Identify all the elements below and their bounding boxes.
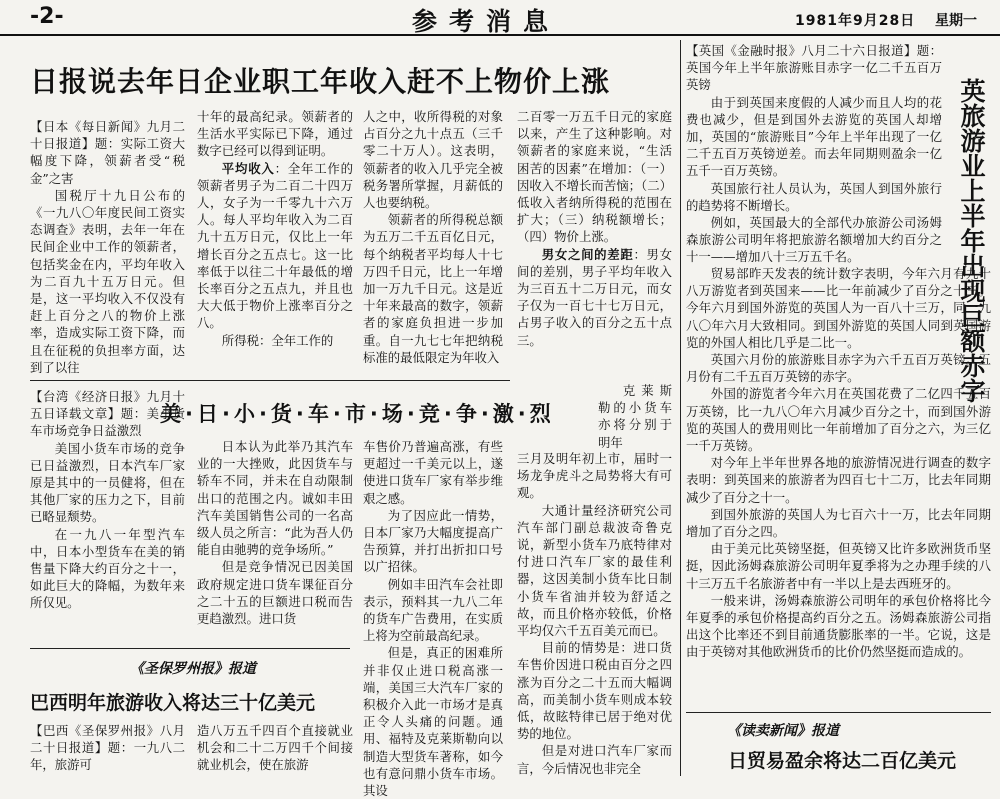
brazil-column-2 <box>197 722 353 774</box>
lead-words: 男女之间的差距 <box>541 246 634 262</box>
paragraph: 克莱斯勒的小货车亦将分别于明年 <box>598 383 672 450</box>
paragraph: 例如丰田汽车会社即表示，预料其一九八二年的货车广告费用，在实质上将为空前最高纪录。 <box>363 576 503 644</box>
japan-income-column-4 <box>517 108 672 349</box>
newspaper-name: 参考消息 <box>412 7 561 36</box>
uk-tourism-body-bottom <box>686 265 991 661</box>
headline-japan-trade: 日贸易盈余将达二百亿美元 <box>728 750 957 772</box>
article-source: 【英国《金融时报》八月二十六日报道】题：英国今年上半年旅游账目赤字一亿二千五百万英镑 <box>686 43 942 93</box>
paragraph: 美国小货车市场的竞争已日益激烈，日本汽车厂家原是其中的一员健将，但在其他厂家的压力之下，目前已略显颓势。 <box>30 440 185 525</box>
paragraph: 十年的最高纪录。领薪者的生活水平实际已下降，通过数字已经可以得到证明。 <box>197 109 353 159</box>
paragraph: 造八万五千四百个直接就业机会和二十二万四千个间接就业机会，使在旅游 <box>197 723 353 773</box>
paragraph: 车售价乃普遍高涨，有些更超过一千美元以上，遂使进口货车厂家有举步维艰之感。 <box>363 439 503 506</box>
issue-date: 1981年9月28日 <box>795 13 916 29</box>
paragraph: 人之中，收所得税的对象占百分之九十点五（三千零二十万人）。这表明，领薪者的收入几乎完全被税务署所掌握，月薪低的人也要纳税。 <box>363 109 503 211</box>
brazil-source-line: 《圣保罗州报》报道 <box>130 661 256 677</box>
paragraph: 到国外旅游的英国人为七百六十一万，比去年同期增加了百分之四。 <box>686 506 991 540</box>
page-number: -2- <box>30 4 64 29</box>
paragraph: 【巴西《圣保罗州报》八月二十日报道】题：一九八二年，旅游可 <box>30 723 185 773</box>
trucks-column-4 <box>517 450 672 777</box>
section-divider <box>686 712 991 713</box>
headline-trucks: 美·日·小·货·车·市·场·竞·争·激·烈 <box>160 402 555 426</box>
paragraph: 平均收入：全年工作的领薪者男子为二百二十四万人，女子为一千零九十六万人。每人平均年收入为二百九十五万日元，仅比上一年增长百分之五点七。这一比率低于以往二十年最低的增长率百分之五点九，并且也大大低于物价上涨率百分之八。 <box>197 160 354 331</box>
japan-income-column-1 <box>30 118 185 376</box>
paragraph: 男女之间的差距：男女间的差别，男子平均年收入为三百五十二万日元，而女子仅为一百七十七万日元，占男子收入的百分之五十点三。 <box>517 246 673 348</box>
paragraph: 一般来讲，汤姆森旅游公司明年的承包价格将比今年夏季的承包价格提高约百分之五。汤姆森旅游公司指出这个比率还不到目前通货膨胀率的一半。它说，这是由于英镑对其他欧洲货币的比价仍然坚挺而造成的。 <box>686 592 991 660</box>
trucks-column-4-top <box>598 382 672 451</box>
paragraph: 由于到英国来度假的人减少而且人均的花费也减少，但是到国外去游览的英国人却增加，英国的“旅游账目”今年上半年出现了一亿二千五百万英镑逆差。而去年同期则盈余一亿五千一百万英镑。 <box>686 94 942 179</box>
paragraph: 但是竞争情况已因美国政府规定进口货车课征百分之二十五的巨额进口税而告更趋激烈。进口货 <box>197 559 353 627</box>
paragraph: 英国旅行社人员认为，英国人到国外旅行的趋势将不断增长。 <box>686 180 942 213</box>
japan-trade-source-line: 《读卖新闻》报道 <box>727 723 839 739</box>
paragraph: 由于美元比英镑坚挺，但英镑又比许多欧洲货币坚挺，因此汤姆森旅游公司明年夏季将为之办理手续的八十三万五千名旅游者中有一半以上是去西班牙的。 <box>686 541 991 591</box>
headline-japan-income: 日报说去年日企业职工年收入赶不上物价上涨 <box>30 65 611 98</box>
paragraph: 【日本《每日新闻》九月二十日报道】题：实际工资大幅度下降，领薪者受“税金”之害 <box>30 119 185 186</box>
paragraph: 对今年上半年世界各地的旅游情况进行调查的数字表明：到英国来的旅游者为四百七十二万，比去年同期减少了百分之十一。 <box>686 455 991 505</box>
paragraph: 二百零一万五千日元的家庭以来，产生了这种影响。对领薪者的家庭来说，“生活困苦的因素”在增加：（一）因收入不增长而苦恼；（二）低收入者纳所得税的范围在扩大；（三）纳税额增长；（四）物价上涨。 <box>517 109 672 245</box>
article-source: 【台湾《经济日报》九月十五日译载文章】题：美小货车市场竞争日益激烈 <box>30 389 185 439</box>
paragraph: 贸易部昨天发表的统计数字表明，今年六月有九十八万游览者到英国来——比一年前减少了百分之十三。今年六月到国外游览的英国人为一百八十三万，同一九八〇年六月大致相同。到国外游览的英国人同到英国游览的外国人相比几乎是二比一。 <box>686 266 991 350</box>
uk-tourism-body-top <box>686 42 942 266</box>
masthead-rule <box>0 34 1000 36</box>
paragraph: 国税厅十九日公布的《一九八〇年度民间工资实态调查》表明，去年一年在民间企业中工作的领薪者，包括奖金在内，平均年收入为二百九十五万日元。但是，这一平均收入不仅没有赶上百分之八的物价上涨率，造成实际工资下降，而且在征税的负担率方面，达到了以往 <box>30 187 185 375</box>
trucks-column-3 <box>363 438 503 799</box>
paragraph: 三月及明年初上市，届时一场龙争虎斗之局势将大有可观。 <box>517 451 672 501</box>
paragraph: 在一九八一年型汽车中，日本小型货车在美的销售量下降大约百分之十一，如此巨大的降幅，为数年来所仅见。 <box>30 526 185 611</box>
paragraph: 大通计量经济研究公司汽车部门副总裁波奇鲁克说，新型小货车乃底特律对付进口汽车厂家的最佳利器，这因美制小货车比日制小货车省油并较为舒适之故，而且价格亦较低，价格平均仅六千五百美元而已。 <box>517 502 672 639</box>
paragraph: 领薪者的所得税总额为五万二千五百亿日元，每个纳税者平均每人十七万四千日元，比上一年增加一万九千日元。这是近十年来最高的数字，领薪者的家庭负担进一步加重。自一九七七年把纳税标准的最低限定为年收入 <box>363 212 503 365</box>
japan-income-column-2 <box>197 108 353 349</box>
paragraph: 但是对进口汽车厂家而言，今后情况也非完全 <box>517 743 672 776</box>
paragraph: 例如，英国最大的全部代办旅游公司汤姆森旅游公司明年将把旅游名额增加大约百分之十一——增加八十三万五千名。 <box>686 215 942 265</box>
paragraph: 所得税：全年工作的 <box>221 332 334 348</box>
japan-income-column-3 <box>363 108 503 366</box>
trucks-column-2 <box>197 438 353 627</box>
brazil-column-1 <box>30 722 185 774</box>
column-divider <box>680 40 681 776</box>
paragraph: 英国六月份的旅游账目赤字为六千五百万英镑。五月份有二千五百万英镑的赤字。 <box>686 352 991 385</box>
section-divider <box>30 648 350 649</box>
section-divider <box>30 380 510 381</box>
paragraph: 目前的情势是：进口货车售价因进口税由百分之四涨为百分之二十五而大幅调高，而美制小货车则成本较低，故眩特律已居于绝对优势的地位。 <box>517 640 672 742</box>
issue-weekday: 星期一 <box>935 13 977 29</box>
headline-brazil-tourism: 巴西明年旅游收入将达三十亿美元 <box>30 692 316 714</box>
trucks-column-1 <box>30 388 185 612</box>
paragraph: 日本认为此举乃其汽车业的一大挫败，此因货车与轿车不同，并未在自动限制出口的范围之内。诚如丰田汽车美国销售公司的一名高级人员之所言：“此为吾人仍能自由驰骋的竞争场所。” <box>197 439 353 558</box>
lead-words: 平均收入 <box>221 160 275 176</box>
paragraph: 为了因应此一情势，日本厂家乃大幅度提高广告预算，并打出折扣口号以广招徕。 <box>363 507 503 575</box>
headline-uk-tourism: 英旅游业上半年出现巨额赤字 <box>957 78 986 403</box>
paragraph: 外国的游览者今年六月在英国花费了二亿四千五百万英镑，比一九八〇年六月减少百分之十，而到国外游览的英国人的费用则比一年前增加了百分之六，为三亿一千万英镑。 <box>686 386 991 454</box>
paragraph: 但是，真正的困难所并非仅止进口税高涨一端，美国三大汽车厂家的积极介入此一市场才是真正令人头痛的问题。通用、福特及克莱斯勒向以制造大型货车著称，如今也有意问鼎小货车市场。其设 <box>363 645 503 799</box>
